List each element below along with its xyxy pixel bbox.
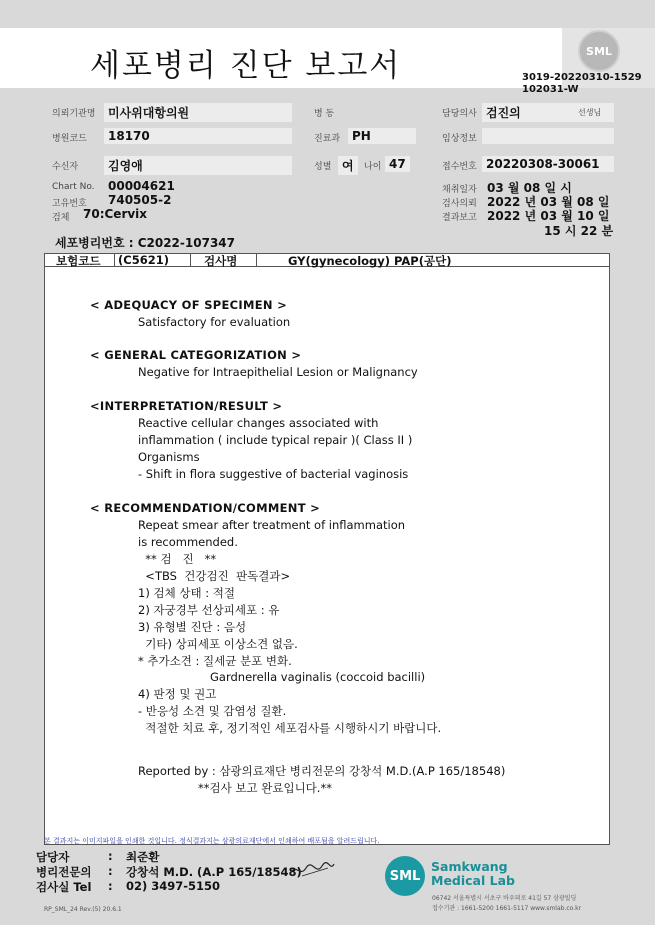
interpretation-line: - Shift in flora suggestive of bacterial vaginosis	[138, 467, 409, 481]
report-code-line-2: 102031-W	[522, 84, 579, 95]
hospital-code-value: 18170	[104, 128, 292, 144]
hospital-value: 미사위대항의원	[104, 103, 292, 122]
recommendation-line: Repeat smear after treatment of inflammation	[138, 518, 406, 532]
chart-value: 00004621	[108, 179, 175, 193]
manager-value: 최준환	[126, 850, 160, 864]
request-label: 검사의뢰	[442, 199, 477, 209]
disclaimer-note: 본 결과지는 이미지파일을 인쇄한 것입니다. 정식결과지는 삼광의료재단에서 인쇄하여 배포됨을 알려드립니다.	[44, 837, 380, 845]
pathologist-label: 병리전문의	[36, 865, 92, 879]
address-line-2: 접수기관 : 1661-5200 1661-5117 www.smlab.co.kr	[432, 905, 582, 912]
recommendation-line: <TBS 건강검진 판독결과>	[138, 569, 291, 583]
interpretation-line: inflammation ( include typical repair )( Class II )	[138, 433, 413, 447]
content-header-row	[44, 253, 610, 267]
sml-company-name	[431, 860, 515, 888]
colon: :	[108, 849, 113, 863]
cyto-number: 세포병리번호 : C2022-107347	[55, 236, 235, 250]
report-code	[522, 72, 642, 96]
result-label: 결과보고	[442, 213, 477, 223]
clinical-label: 임상정보	[442, 134, 477, 144]
manager-label: 담당자	[36, 850, 70, 864]
age-label: 나이	[364, 162, 382, 172]
company-address	[432, 894, 581, 914]
report-content-box	[44, 253, 610, 845]
recommendation-line: ** 검 진 **	[138, 552, 217, 566]
reported-by: Reported by : 삼광의료재단 병리전문의 강창석 M.D.(A.P 165/18548)	[138, 764, 506, 778]
hospital-code-label: 병원코드	[52, 134, 87, 144]
interpretation-line: Reactive cellular changes associated with	[138, 416, 379, 430]
header-divider	[256, 253, 257, 266]
recommendation-title: < RECOMMENDATION/COMMENT >	[90, 501, 321, 515]
header-divider	[114, 253, 115, 266]
report-code-line-1: 3019-20220310-1529	[522, 72, 642, 83]
recommendation-line: - 반응성 소견 및 감염성 질환.	[138, 704, 287, 718]
sml-name-line-2: Medical Lab	[431, 873, 515, 888]
recommendation-line: 1) 검체 상태 : 적절	[138, 586, 235, 600]
doctor-value: 검진의	[482, 103, 614, 122]
receiver-value: 김영애	[104, 156, 292, 175]
colon: :	[108, 864, 113, 878]
doctor-suffix: 선생님	[578, 108, 602, 117]
request-value: 2022 년 03 월 08 일	[487, 195, 610, 209]
general-title: < GENERAL CATEGORIZATION >	[90, 348, 302, 362]
chart-label: Chart No.	[52, 182, 95, 192]
recommendation-line: * 추가소견 : 질세균 분포 변화.	[138, 654, 292, 668]
interpretation-line: Organisms	[138, 450, 200, 464]
collect-label: 채취일자	[442, 185, 477, 195]
address-line-1: 06742 서울특별시 서초구 바우뫼로 41길 57 삼광빌딩	[432, 895, 577, 902]
signature-icon	[288, 858, 336, 882]
test-label: 검사명	[204, 254, 238, 268]
colon: :	[108, 879, 113, 893]
lab-tel-value: 02) 3497-5150	[126, 879, 221, 893]
insurance-label: 보험코드	[56, 254, 101, 268]
adequacy-title: < ADEQUACY OF SPECIMEN >	[90, 298, 288, 312]
recommendation-line: 4) 판정 및 권고	[138, 687, 217, 701]
sex-value: 여	[338, 156, 358, 175]
report-title: 세포병리 진단 보고서	[90, 48, 402, 84]
age-value: 47	[385, 156, 410, 172]
sml-name-line-1: Samkwang	[431, 859, 508, 874]
receipt-value: 20220308-30061	[482, 156, 614, 172]
clinical-value	[482, 128, 614, 144]
sex-label: 성별	[314, 162, 332, 172]
recommendation-line: 적절한 치료 후, 정기적인 세포검사를 시행하시기 바랍니다.	[138, 721, 442, 735]
sml-logo-icon: SML	[578, 30, 620, 72]
adequacy-text: Satisfactory for evaluation	[138, 315, 291, 329]
unique-label: 고유번호	[52, 199, 87, 209]
collect-value: 03 월 08 일 시	[487, 181, 572, 195]
unique-value: 740505-2	[108, 193, 172, 207]
hospital-label: 의뢰기관명	[52, 109, 96, 119]
specimen-value: 70:Cervix	[83, 207, 148, 221]
result-time: 15 시 22 분	[544, 224, 614, 238]
dept-label: 진료과	[314, 134, 341, 144]
sml-mark-icon: SML	[385, 856, 425, 896]
recommendation-line: 기타) 상피세포 이상소견 없음.	[138, 637, 298, 651]
header-divider	[190, 253, 191, 266]
general-text: Negative for Intraepithelial Lesion or Malignancy	[138, 365, 418, 379]
dept-value: PH	[348, 128, 416, 144]
recommendation-line: is recommended.	[138, 535, 238, 549]
recommendation-line: Gardnerella vaginalis (coccoid bacilli)	[210, 670, 426, 684]
ward-label: 병 동	[314, 109, 335, 119]
insurance-code: (C5621)	[118, 253, 169, 267]
recommendation-line: 2) 자궁경부 선상피세포 : 유	[138, 603, 280, 617]
report-complete: **검사 보고 완료입니다.**	[198, 781, 332, 795]
receiver-label: 수신자	[52, 162, 79, 172]
pathologist-value: 강창석 M.D. (A.P 165/18548)	[126, 865, 302, 879]
result-value: 2022 년 03 월 10 일	[487, 209, 610, 223]
interpretation-title: <INTERPRETATION/RESULT >	[90, 399, 283, 413]
doctor-label: 담당의사	[442, 109, 477, 119]
recommendation-line: 3) 유형별 진단 : 음성	[138, 620, 247, 634]
receipt-label: 접수번호	[442, 162, 477, 172]
test-name: GY(gynecology) PAP(공단)	[288, 254, 452, 268]
lab-tel-label: 검사실 Tel	[36, 880, 92, 894]
specimen-label: 검체	[52, 213, 70, 223]
form-code: RP_SML_24 Rev.(5) 20.6.1	[44, 906, 122, 913]
